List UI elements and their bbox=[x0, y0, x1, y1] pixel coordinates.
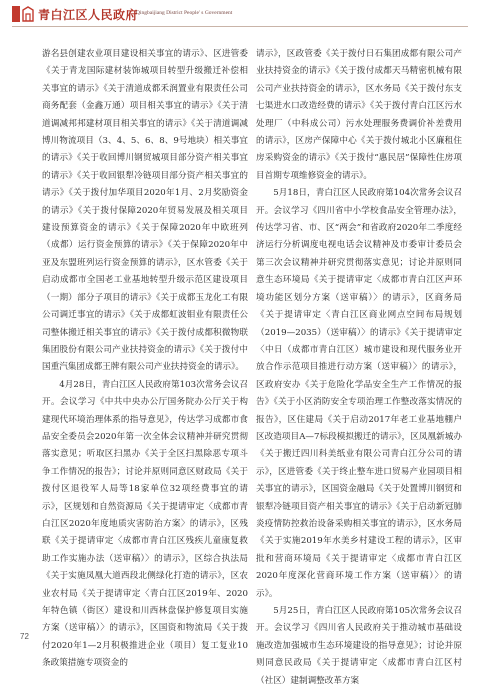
page-header bbox=[0, 0, 480, 30]
page-number: 72 bbox=[20, 632, 29, 641]
logo-mark bbox=[12, 6, 20, 22]
header-title: 青白江区人民政府 bbox=[38, 8, 139, 22]
logo-icon bbox=[22, 6, 34, 22]
right-paragraph: 请示》，区政管委《关于拨付日石集团成都有限公司产业扶持资金的请示》《关于拨付成都天马精密机械有限公司产业扶持资金的请示》，区水务局《关于拨付东支七渠进水口改造经费的请示》《关于拨付青白江区污水处理厂（中科成公司）污水处理服务费调价补差费用的请示》，区房产保障中心《关于拨付城北小区廉租住房采购资金的请示》《关于拨付“惠民居”保障性住房项目首期专项维修资金的请示》。 bbox=[256, 49, 462, 181]
left-paragraph: 4月28日，青白江区人民政府第103次常务会议召开。会议学习《中共中央办公厅国务院办公厅关于构建现代环境治理体系的指导意见》，传达学习成都市食品安全委员会2020年第一次全体会议精神并研究贯彻落实意见；听取区扫黑办《关于全区扫黑除恶专项斗争工作情况的报告》；讨论并原则同意区财政局《关于拨付区退役军人局等18家单位32项经费事宜的请示》，区规划和自然资源局《关于提请审定〈成都市青白江区2020年度地质灾害防治方案〉的请示》，区残联《关于提请审定〈成都市青白江区残疾儿童康复救助工作实施办法（送审稿）〉的请示》，区综合执法局《关于实施凤凰大道西段北侧绿化打造的请示》，区农业农村局《关于提请审定〈青白江区2019年、2020年特色镇（街区）建设和川西林盘保护修复项目实施方案（送审稿）〉的请示》，区国资和物流局《关于拨付2020年1—2月积极推进企业（项目）复工复业10条政策措施专项资金的 bbox=[42, 379, 248, 669]
header-subtitle: Qingbaijiang District People' s Government bbox=[136, 10, 233, 16]
left-paragraph: 游名县创建农业项目建设相关事宜的请示》、区进管委《关于青龙国际建材装饰城项目转型升级搬迁补偿相关事宜的请示》《关于清道成都禾润置业有限责任公司商务配套（金鑫万通）项目相关事宜的请示》《关于清道调减邦邦建材项目相关事宜的请示》《关于清道调减博川物流项目（3、4、5、6、8、9号地块）相关事宜的请示》《关于收回博川钢贸城项目部分资产相关事宜的请示》《关于收回银犁冷链项目部分资产相关事宜的请示》《关于拨付加华项目2020年1月、2月奖励资金的请示》《关于拨付保障2020年贸易发展及相关项目建设预算资金的请示》《关于保障2020年中欧班列（成都）运行资金预算的请示》《关于保障2020年中亚及东盟班列运行资金预算的请示》，区水管委《关于启动成都市全国老工业基地转型升级示范区建设项目（一期）部分子项目的请示》《关于成都玉龙化工有限公司调迁事宜的请示》《关于成都虹波钼业有限责任公司整体搬迁相关事宜的请示》《关于拨付成都积微物联集团股份有限公司产业扶持资金的请示》《关于拨付中国重汽集团成都王牌有限公司产业扶持资金的请示》。 bbox=[42, 49, 248, 373]
right-column bbox=[256, 46, 462, 690]
left-column bbox=[42, 46, 248, 673]
right-paragraph: 5月25日，青白江区人民政府第105次常务会议召开。会议学习《四川省人民政府关于推动城市基础设施改造加强城市生态环境建设的指导意见》；讨论并原则同意民政局《关于提请审定〈成都市青白江区村（社区）建制调整改革方案 bbox=[256, 606, 462, 686]
right-paragraph: 5月18日，青白江区人民政府第104次常务会议召开。会议学习《四川省中小学校食品安全管理办法》，传达学习省、市、区“两会”和省政府2020年二季度经济运行分析调度电视电话会议精神及市委审计委员会第三次会议精神并研究贯彻落实意见；讨论并原则同意生态环境局《关于提请审定〈成都市青白江区声环境功能区划分方案（送审稿）〉的请示》，区商务局《关于提请审定〈青白江区商业网点空间布局规划（2019—2035）（送审稿）〉的请示》《关于提请审定〈中日（成都市青白江区）城市建设和现代服务业开放合作示范项目推进行动方案（送审稿）〉的请示》，区政府安办《关于危险化学品安全生产工作情况的报告》《关于小区消防安全专项治理工作整改落实情况的报告》，区住建局《关于启动2017年老工业基地棚户区改造项目A—7标段模拟搬迁的请示》，区凤凰新城办《关于搬迁四川科美纸业有限公司青白江分公司的请示》，区进管委《关于终止整车进口贸易产业园项目相关事宜的请示》，区国资金融局《关于处置博川钢贸和银犁冷链项目资产相关事宜的请示》《关于启动新冠肺炎疫情防控救治设备采购相关事宜的请示》，区水务局《关于实施2019年水美乡村建设工程的请示》，区审批和营商环境局《关于提请审定〈成都市青白江区2020年度深化营商环境工作方案（送审稿）〉的请示》。 bbox=[256, 188, 462, 599]
header-divider bbox=[12, 26, 468, 27]
